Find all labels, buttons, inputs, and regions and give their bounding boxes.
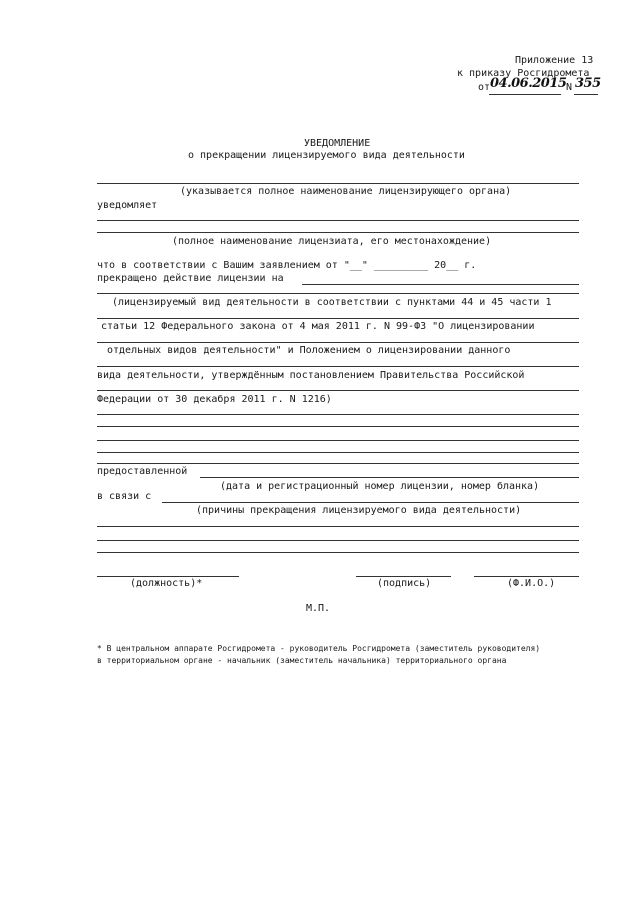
due-to-label: в связи с [97, 491, 152, 502]
activity-text-3: отдельных видов деятельности" и Положением о лицензировании данного [107, 345, 511, 356]
signature-line [356, 576, 451, 577]
reasons-line [162, 502, 579, 503]
date-underline [489, 94, 561, 95]
document-title: УВЕДОМЛЕНИЕ [304, 138, 371, 149]
activity-text-5: Федерации от 30 декабря 2011 г. N 1216) [97, 394, 332, 405]
activity-line-1 [97, 318, 579, 319]
activity-line-2 [97, 342, 579, 343]
order-reference: к приказу Росгидромета [457, 68, 590, 79]
blank-line [97, 452, 579, 453]
activity-text-4: вида деятельности, утверждённым постановлением Правительства Российской [97, 370, 525, 381]
application-date-line: что в соответствии с Вашим заявлением от "__" _________ 20__ г. [97, 260, 477, 271]
activity-line-0 [97, 293, 579, 294]
activity-text-1: (лицензируемый вид деятельности в соответствии с пунктами 44 и 45 части 1 [112, 297, 552, 308]
stamp-placeholder: М.П. [306, 603, 331, 614]
authority-line [97, 183, 579, 184]
licensee-hint: (полное наименование лицензиата, его местонахождение) [172, 236, 492, 247]
name-label: (Ф.И.О.) [507, 578, 556, 589]
number-underline [574, 94, 598, 95]
footnote-line-1: * В центральном аппарате Росгидромета - руководитель Росгидромета (заместитель руководителя) [97, 644, 541, 653]
terminated-label: прекращено действие лицензии на [97, 273, 284, 284]
signature-label: (подпись) [377, 578, 432, 589]
position-line [97, 576, 239, 577]
number-prefix: N [566, 82, 573, 93]
notifies-label: уведомляет [97, 200, 158, 211]
provided-label: предоставленной [97, 466, 188, 477]
licensee-line-1 [97, 220, 579, 221]
position-label: (должность)* [130, 578, 203, 589]
handwritten-date: 04.06.2015 [490, 76, 567, 91]
blank-line [97, 552, 579, 553]
blank-line [97, 526, 579, 527]
blank-line [97, 414, 579, 415]
activity-line-3 [97, 366, 579, 367]
handwritten-number: 355 [575, 76, 601, 91]
name-line [474, 576, 579, 577]
license-top-line [97, 463, 579, 464]
activity-text-2: статьи 12 Федерального закона от 4 мая 2011 г. N 99-ФЗ "О лицензировании [101, 321, 535, 332]
licensee-line-2 [97, 232, 579, 233]
blank-line [97, 440, 579, 441]
authority-hint: (указывается полное наименование лицензирующего органа) [180, 186, 512, 197]
footnote-line-2: в территориальном органе - начальник (заместитель начальника) территориального органа [97, 656, 507, 665]
blank-line [97, 426, 579, 427]
document-subtitle: о прекращении лицензируемого вида деятельности [188, 150, 465, 161]
appendix-number: Приложение 13 [515, 55, 594, 66]
provided-line [200, 477, 579, 478]
activity-line-4 [97, 390, 579, 391]
reasons-hint: (причины прекращения лицензируемого вида деятельности) [196, 505, 522, 516]
terminated-line [302, 284, 579, 285]
license-hint: (дата и регистрационный номер лицензии, номер бланка) [220, 481, 540, 492]
date-prefix: от [478, 82, 491, 93]
blank-line [97, 540, 579, 541]
